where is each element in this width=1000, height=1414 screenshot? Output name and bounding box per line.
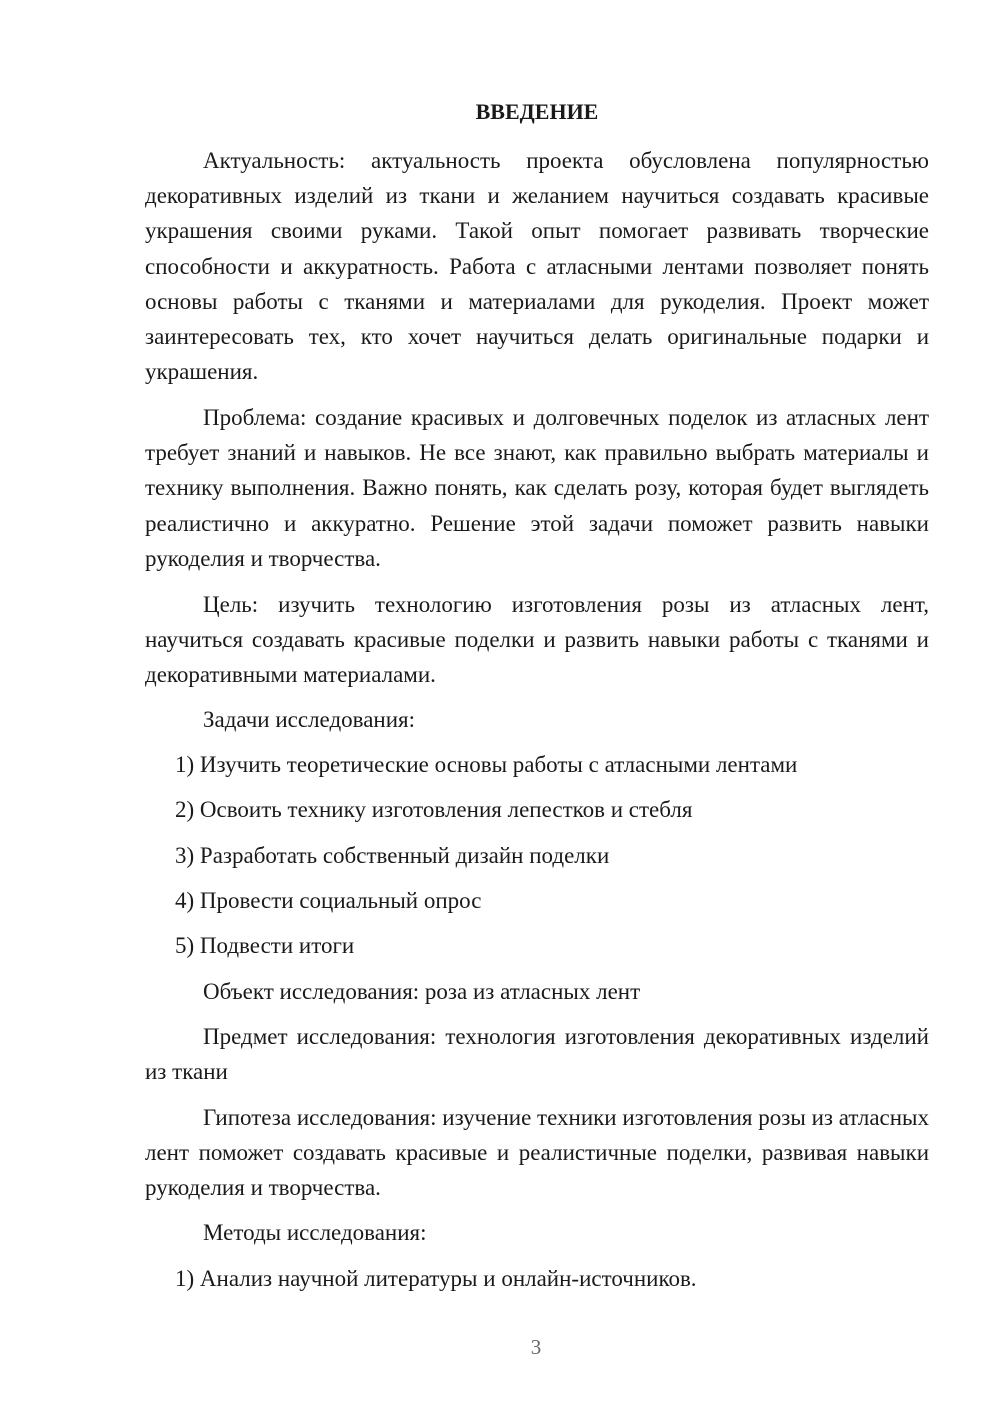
section-title: ВВЕДЕНИЕ <box>475 99 599 124</box>
task-item: 2) Освоить технику изготовления лепестков и стебля <box>175 797 693 822</box>
research-object: Объект исследования: роза из атласных лент <box>203 979 641 1004</box>
paragraph-hypothesis: Гипотеза исследования: изучение техники изготовления розы из атласных лент поможет создавать красивые и реалистичные поделки, развивая навыки рукоделия и творчества. <box>145 1105 929 1201</box>
task-item: 1) Изучить теоретические основы работы с атласными лентами <box>175 752 798 777</box>
paragraph-actuality: Актуальность: актуальность проекта обусловлена популярностью декоративных изделий из ткани и желанием научиться создавать красивые украшения своими руками. Такой опыт помогает развивать творческие способности и аккуратность. Работа с атласными лентами позволяет понять основы работы с тканями и материалами для рукоделия. Проект может заинтересовать тех, кто хочет научиться делать оригинальные подарки и украшения. <box>145 148 929 385</box>
tasks-heading: Задачи исследования: <box>203 707 416 732</box>
page-number: 3 <box>530 1335 542 1359</box>
method-item: 1) Анализ научной литературы и онлайн-источников. <box>175 1266 697 1291</box>
task-item: 5) Подвести итоги <box>175 933 355 958</box>
task-item: 3) Разработать собственный дизайн поделки <box>175 843 610 868</box>
paragraph-subject: Предмет исследования: технология изготовления декоративных изделий из ткани <box>145 1024 929 1085</box>
methods-heading: Методы исследования: <box>203 1220 427 1245</box>
paragraph-problem: Проблема: создание красивых и долговечных поделок из атласных лент требует знаний и навыков. Не все знают, как правильно выбрать материалы и технику выполнения. Важно понять, как сделать розу, которая будет выглядеть реалистично и аккуратно. Решение этой задачи поможет развить навыки рукоделия и творчества. <box>145 405 929 571</box>
task-item: 4) Провести социальный опрос <box>175 888 482 913</box>
paragraph-goal: Цель: изучить технологию изготовления розы из атласных лент, научиться создавать красивые поделки и развить навыки работы с тканями и декоративными материалами. <box>145 592 929 688</box>
